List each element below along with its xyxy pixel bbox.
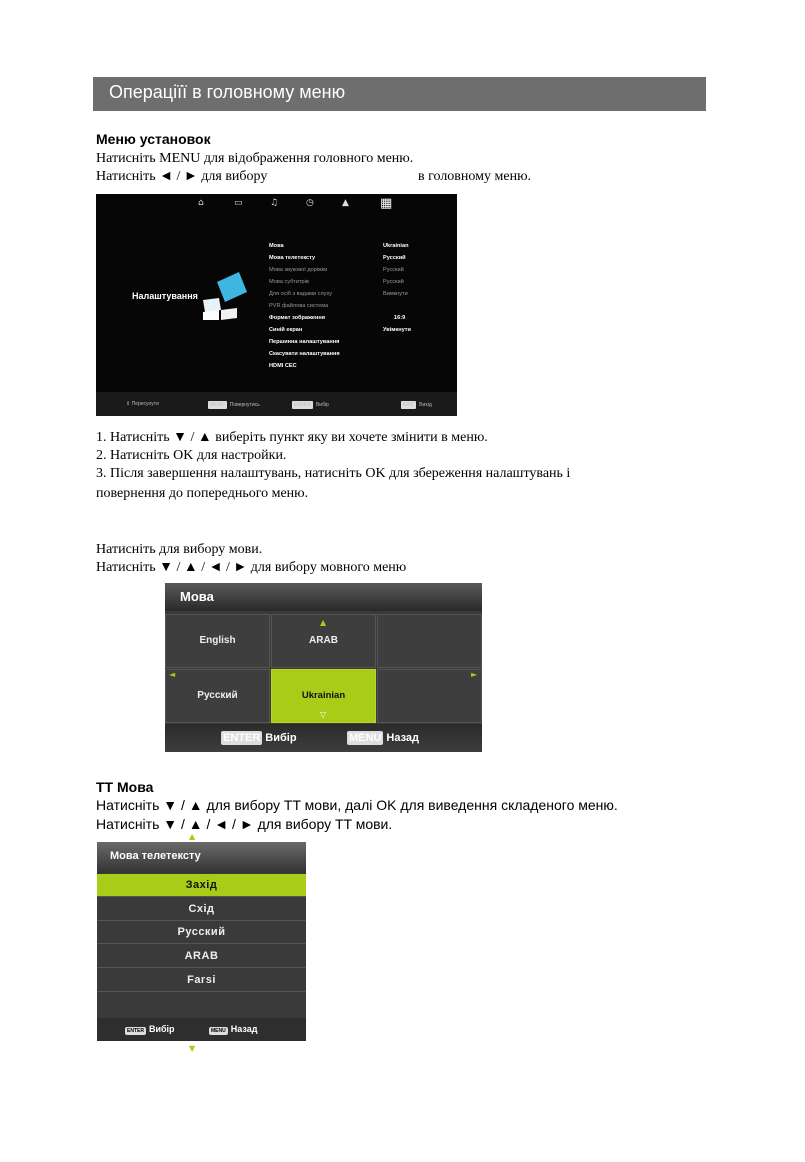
language-menu-titlebar bbox=[165, 583, 482, 611]
footer-move: ⇕ Пересунути bbox=[126, 401, 159, 407]
language-line1: Натисніть для вибору мови. bbox=[96, 542, 263, 557]
top-icon-bar bbox=[196, 198, 401, 214]
menu-row-value: Увімкнути bbox=[383, 327, 411, 333]
menu-row-label[interactable]: Формат зображення bbox=[269, 315, 326, 321]
language-cell[interactable]: ARAB bbox=[271, 614, 376, 668]
language-cell[interactable]: English bbox=[165, 614, 270, 668]
menu-row-label[interactable]: Мова телетексту bbox=[269, 255, 316, 261]
arrow-left-icon: ◄ bbox=[169, 670, 176, 679]
lock-icon: ▲ bbox=[342, 198, 349, 208]
teletext-menu-titlebar bbox=[97, 842, 306, 873]
screen1-footer bbox=[96, 392, 457, 416]
menu-row-label[interactable]: Для осіб з вадами слуху bbox=[269, 291, 333, 297]
menu-hint: MENU Назад bbox=[211, 1024, 258, 1034]
menu-row-value: Ukrainian bbox=[383, 243, 409, 249]
menu-row-value: Вимкнути bbox=[383, 291, 408, 297]
tt-line2: Натисніть ▼ / ▲ / ◄ / ► для вибору TT мови. bbox=[96, 816, 393, 832]
instruction-step1: 1. Натисніть ▼ / ▲ виберіть пункт яку ви хочете змінити в меню. bbox=[96, 430, 488, 445]
teletext-menu-footer bbox=[97, 1018, 306, 1041]
footer-enter: ENTER Вибір bbox=[294, 402, 329, 408]
menu-hint: MENU Назад bbox=[349, 731, 420, 744]
home-icon: ⌂ bbox=[198, 198, 204, 208]
section-label: Налаштування bbox=[132, 291, 198, 301]
menu-row-label[interactable]: Мова звукової доріжки bbox=[269, 267, 328, 273]
teletext-language-screenshot bbox=[97, 842, 306, 1041]
instruction-step3a: 3. Після завершення налаштувань, натисніть OK для збереження налаштувань і bbox=[96, 466, 571, 481]
footer-exit: EXIT Вихід bbox=[403, 402, 432, 408]
menu-row-label[interactable]: HDMI CEC bbox=[269, 363, 297, 369]
tt-heading: TT Мова bbox=[96, 779, 154, 795]
menu-row-label[interactable]: Мова bbox=[269, 243, 284, 249]
teletext-item-selected[interactable]: Захід bbox=[97, 874, 306, 897]
language-menu-screenshot bbox=[165, 583, 482, 752]
language-menu-title: Мова bbox=[180, 589, 214, 604]
arrow-up-icon: ▲ bbox=[320, 618, 327, 627]
menu-row-label[interactable]: Синій екран bbox=[269, 327, 303, 333]
teletext-item[interactable]: ARAB bbox=[97, 945, 306, 968]
section-header-bar bbox=[93, 77, 706, 111]
language-cell-selected[interactable]: Ukrainian bbox=[271, 669, 376, 723]
music-icon: ♫ bbox=[270, 198, 279, 208]
settings-grid-icon: ▦ bbox=[380, 196, 393, 211]
menu-row-label[interactable]: Скасувати налаштування bbox=[269, 351, 340, 357]
language-cell[interactable]: Русский bbox=[165, 669, 270, 723]
menu-row-label[interactable]: Першинна налаштування bbox=[269, 339, 340, 345]
menu-row-label[interactable]: Мова субтитрів bbox=[269, 279, 309, 285]
setup-menu-line2-start: Натисніть ◄ / ► для вибору bbox=[96, 169, 268, 184]
setup-menu-line2-end: в головному меню. bbox=[418, 169, 532, 184]
language-cell[interactable] bbox=[377, 669, 482, 723]
menu-row-value: Русский bbox=[383, 255, 406, 261]
teletext-item[interactable]: Русский bbox=[97, 921, 306, 944]
language-menu-footer bbox=[165, 724, 482, 752]
settings-menu-screenshot bbox=[96, 194, 457, 416]
instruction-step2: 2. Натисніть OK для настройки. bbox=[96, 448, 287, 463]
arrow-down-icon: ▽ bbox=[320, 710, 327, 719]
footer-menu: MENU Повернутись bbox=[210, 402, 260, 408]
enter-hint: ENTER Вибір bbox=[127, 1024, 175, 1034]
language-cell[interactable] bbox=[377, 614, 482, 668]
menu-row-value: 16:9 bbox=[394, 315, 406, 321]
settings-cube-icon bbox=[199, 270, 247, 320]
menu-row-value: Русский bbox=[383, 267, 404, 273]
teletext-item[interactable]: Схід bbox=[97, 898, 306, 921]
enter-hint: ENTER Вибір bbox=[223, 731, 297, 744]
tt-line1: Натисніть ▼ / ▲ для вибору TT мови, далі OK для виведення складеного меню. bbox=[96, 797, 618, 813]
setup-menu-heading: Меню установок bbox=[96, 131, 211, 147]
instruction-step3b: повернення до попереднього меню. bbox=[96, 486, 309, 501]
arrow-right-icon: ► bbox=[471, 670, 478, 679]
tv-icon: ▭ bbox=[234, 198, 243, 208]
clock-icon: ◷ bbox=[306, 198, 314, 208]
section-title: Операціїї в головному меню bbox=[109, 82, 346, 102]
arrow-down-icon: ▼ bbox=[189, 1044, 196, 1053]
menu-row-label[interactable]: PVR файлова система bbox=[269, 303, 329, 309]
setup-menu-line1: Натисніть MENU для відображення головного меню. bbox=[96, 151, 414, 166]
language-line2: Натисніть ▼ / ▲ / ◄ / ► для вибору мовного меню bbox=[96, 560, 407, 575]
menu-row-value: Русский bbox=[383, 279, 404, 285]
arrow-up-icon: ▲ bbox=[189, 832, 196, 841]
teletext-item[interactable]: Farsi bbox=[97, 969, 306, 992]
teletext-menu-title: Мова телетексту bbox=[110, 850, 201, 862]
